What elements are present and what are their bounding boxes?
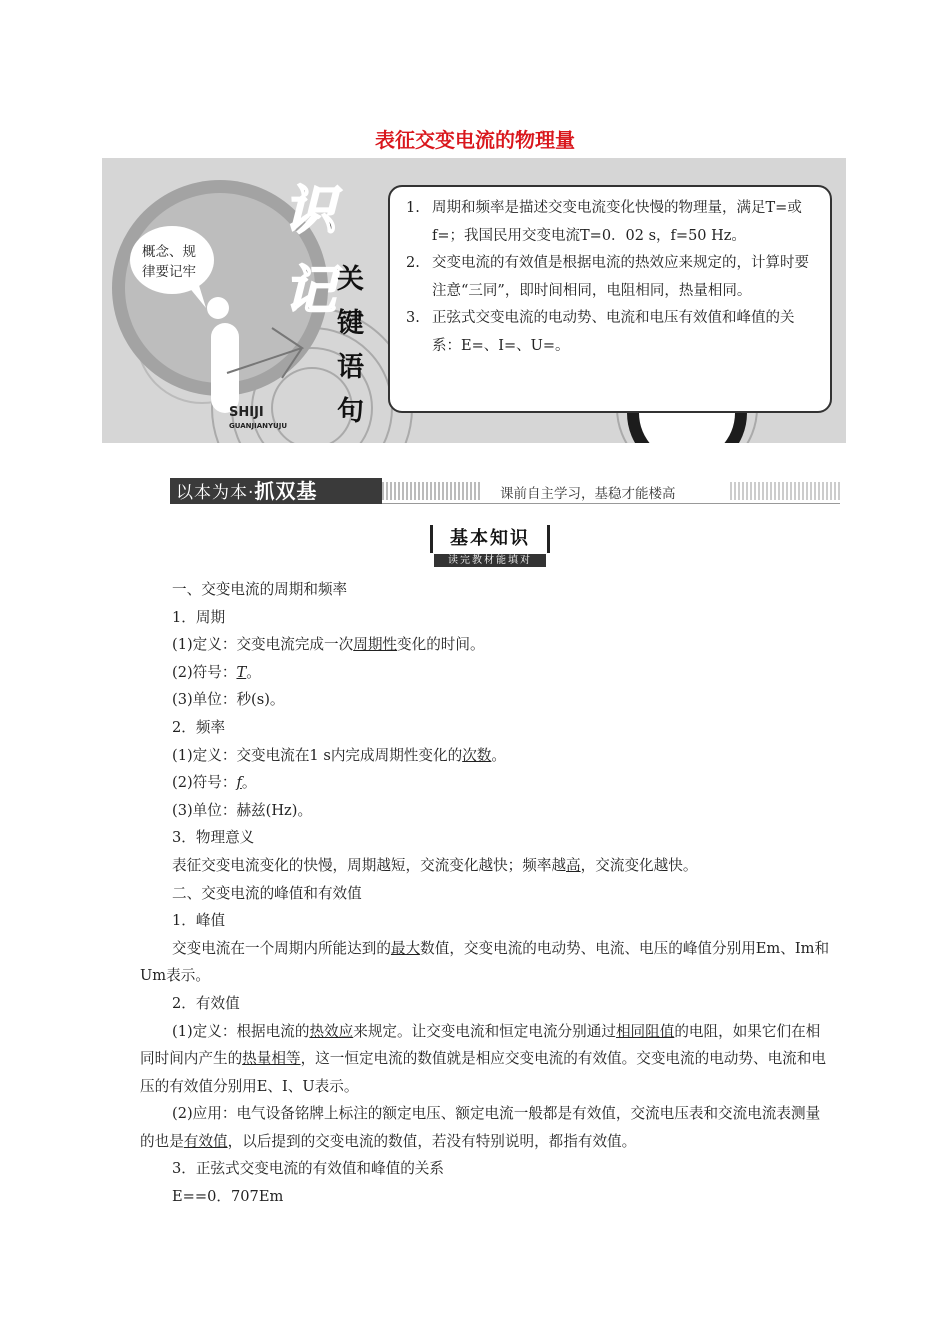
answer-blank: 周期性 — [353, 636, 398, 654]
brand-text: SHIJI — [229, 405, 264, 420]
paragraph: (1)定义：根据电流的热效应来规定。让交变电流和恒定电流分别通过相同阻值的电阻，如果它们在相同时间内产生的热量相等，这一恒定电流的数值就是相应交变电流的有效值。交变电流的电动势、电流和电压的有效值分别用E、I、U表示。 — [140, 1022, 826, 1095]
subheading: 3．物理意义 — [172, 829, 255, 847]
paragraph: 表征交变电流变化的快慢，周期越短，交流变化越快；频率越高，交流变化越快。 — [172, 856, 698, 874]
badge-subtitle: 读完教材能填对 — [434, 554, 546, 567]
side-char: 关 — [337, 264, 364, 295]
section-bar-title: 以本为本·抓双基 — [170, 478, 382, 504]
answer-blank: 热量相等 — [242, 1050, 301, 1068]
heading-1: 一、交变电流的周期和频率 — [172, 581, 348, 598]
paragraph: (1)定义：交变电流在1 s内完成周期性变化的次数。 — [172, 746, 506, 764]
badge-title: 基本知识 — [430, 525, 550, 553]
answer-blank: 热效应 — [309, 1022, 354, 1040]
answer-blank: T — [236, 663, 247, 681]
side-chars — [337, 258, 367, 434]
answer-blank: 相同阻值 — [615, 1022, 675, 1040]
paragraph: (1)定义：交变电流完成一次周期性变化的时间。 — [172, 636, 485, 654]
key-sentences-banner — [102, 158, 846, 443]
answer-blank: 高 — [566, 856, 581, 874]
answer-blank: 次数 — [462, 746, 492, 764]
key-point: 2. 交变电流的有效值是根据电流的热效应来规定的，计算时要注意“三同”，即时间相同，电阻相同，热量相同。 — [406, 255, 809, 299]
key-point: 1. 周期和频率是描述交变电流变化快慢的物理量，满足T=或f=；我国民用交变电流T=0．02 s，f=50 Hz。 — [406, 200, 802, 244]
paragraph: 交变电流在一个周期内所能达到的最大数值，交变电流的电动势、电流、电压的峰值分别用Em、Im和Um表示。 — [140, 939, 830, 985]
key-points-box — [388, 185, 832, 413]
answer-blank: 最大 — [390, 939, 421, 957]
formula: E==0．707Em — [172, 1188, 284, 1206]
side-char: 语 — [337, 352, 364, 383]
key-point: 3. 正弦式交变电流的电动势、电流和电压有效值和峰值的关系：E=、I=、U=。 — [406, 310, 795, 354]
answer-blank: f — [236, 774, 242, 792]
section-bar-subtitle: 课前自主学习，基稳才能楼高 — [500, 486, 676, 502]
paragraph: (3)单位：赫兹(Hz)。 — [172, 801, 313, 819]
heading-2: 二、交变电流的峰值和有效值 — [172, 884, 362, 902]
paragraph: (2)符号：f。 — [172, 774, 257, 792]
side-char: 句 — [337, 396, 364, 427]
paragraph: (2)符号：T。 — [172, 663, 261, 681]
answer-blank: 有效值 — [183, 1132, 228, 1150]
main-content — [140, 576, 830, 1211]
page-title: 表征交变电流的物理量 — [375, 128, 575, 152]
subheading: 3．正弦式交变电流的有效值和峰值的关系 — [172, 1160, 444, 1178]
decor-stripes — [730, 482, 840, 500]
subheading: 2．频率 — [172, 718, 226, 736]
big-char-2: 记 — [284, 261, 337, 321]
paragraph: (2)应用：电气设备铭牌上标注的额定电压、额定电流一般都是有效值，交流电压表和交流电流表测量的也是有效值，以后提到的交变电流的数值，若没有特别说明，都指有效值。 — [140, 1105, 821, 1150]
brand-subtext: GUANJIANYUJU — [229, 422, 288, 430]
section-bar — [170, 478, 840, 506]
decor-stripes — [382, 482, 482, 500]
big-char-1: 识 — [284, 181, 337, 241]
basic-knowledge-badge — [428, 525, 552, 569]
side-char: 键 — [337, 308, 364, 339]
subheading: 1．峰值 — [172, 912, 226, 930]
paragraph: (3)单位：秒(s)。 — [172, 691, 285, 709]
bubble-text: 概念、规律要记牢 — [142, 244, 196, 280]
subheading: 2．有效值 — [172, 994, 240, 1012]
divider — [382, 503, 840, 504]
subheading: 1．周期 — [172, 608, 226, 626]
